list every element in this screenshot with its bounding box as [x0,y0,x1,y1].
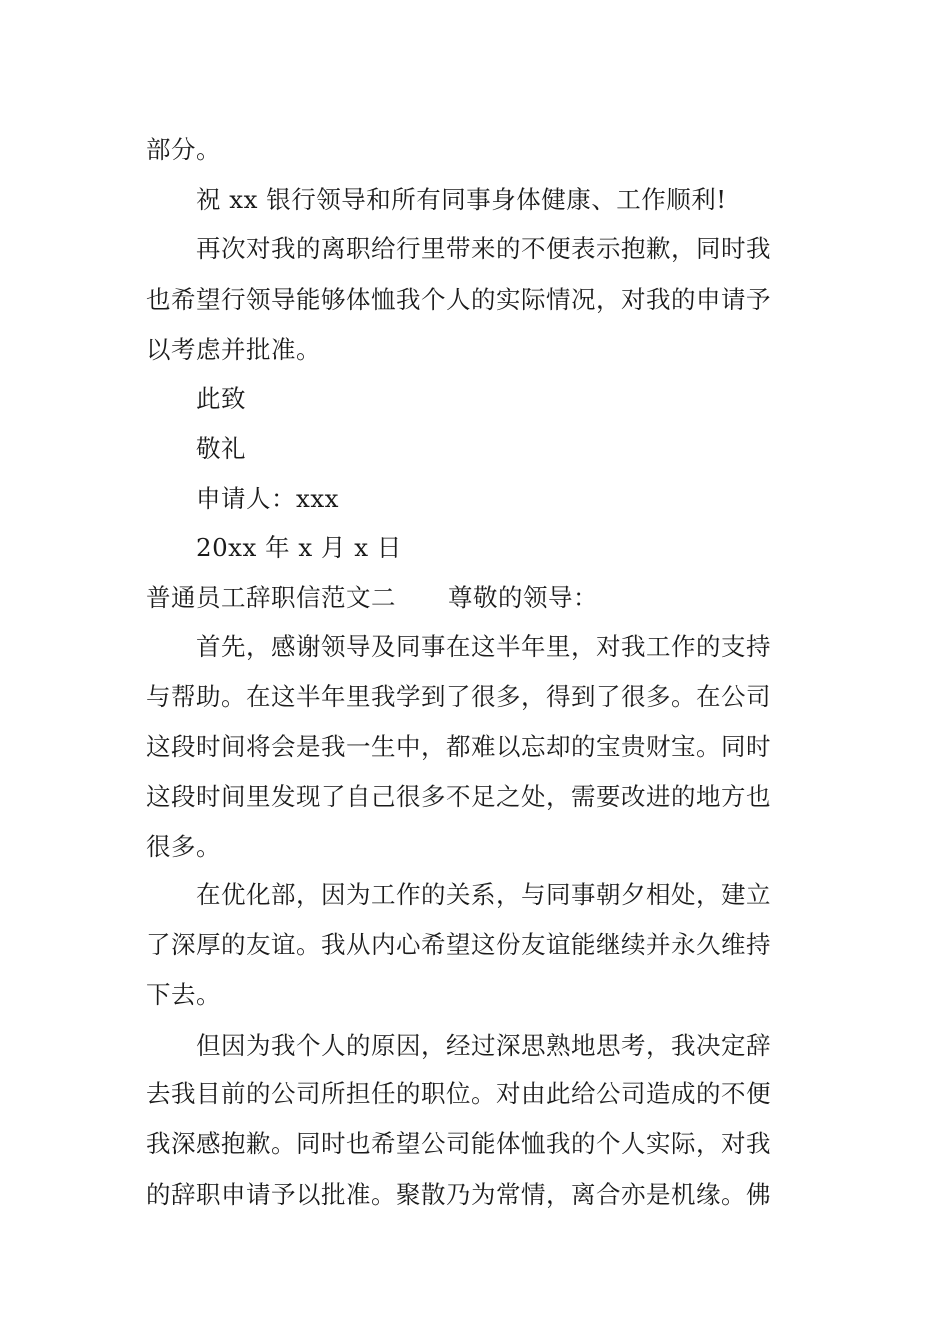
text-line: 的辞职申请予以批准。聚散乃为常情，离合亦是机缘。佛 [146,1180,771,1209]
applicant-signature: 申请人：xxx [196,484,339,513]
closing-regards: 敬礼 [196,434,246,463]
text-line: 部分。 [146,135,221,164]
letter-date: 20xx 年 x 月 x 日 [196,533,402,562]
text-line: 与帮助。在这半年里我学到了很多，得到了很多。在公司 [146,682,771,711]
text-line: 祝 xx 银行领导和所有同事身体健康、工作顺利! [196,185,727,214]
text-line: 了深厚的友谊。我从内心希望这份友谊能继续并永久维持 [146,930,771,959]
text-line: 我深感抱歉。同时也希望公司能体恤我的个人实际，对我 [146,1129,771,1158]
text-line: 这段时间里发现了自己很多不足之处，需要改进的地方也 [146,782,771,811]
text-line: 再次对我的离职给行里带来的不便表示抱歉，同时我 [196,234,771,263]
text-line: 在优化部，因为工作的关系，与同事朝夕相处，建立 [196,880,771,909]
closing-salutation: 此致 [196,384,246,413]
text-line: 下去。 [146,980,221,1009]
text-line: 去我目前的公司所担任的职位。对由此给公司造成的不便 [146,1079,771,1108]
text-line: 这段时间将会是我一生中，都难以忘却的宝贵财宝。同时 [146,732,771,761]
section-heading: 普通员工辞职信范文二 [146,583,396,612]
section-heading-line [146,583,598,613]
text-line: 也希望行领导能够体恤我个人的实际情况，对我的申请予 [146,285,771,314]
letter-greeting: 尊敬的领导： [448,583,598,612]
text-line: 很多。 [146,832,221,861]
text-line: 以考虑并批准。 [146,335,321,364]
text-line: 但因为我个人的原因，经过深思熟地思考，我决定辞 [196,1031,771,1060]
text-line: 首先，感谢领导及同事在这半年里，对我工作的支持 [196,632,771,661]
